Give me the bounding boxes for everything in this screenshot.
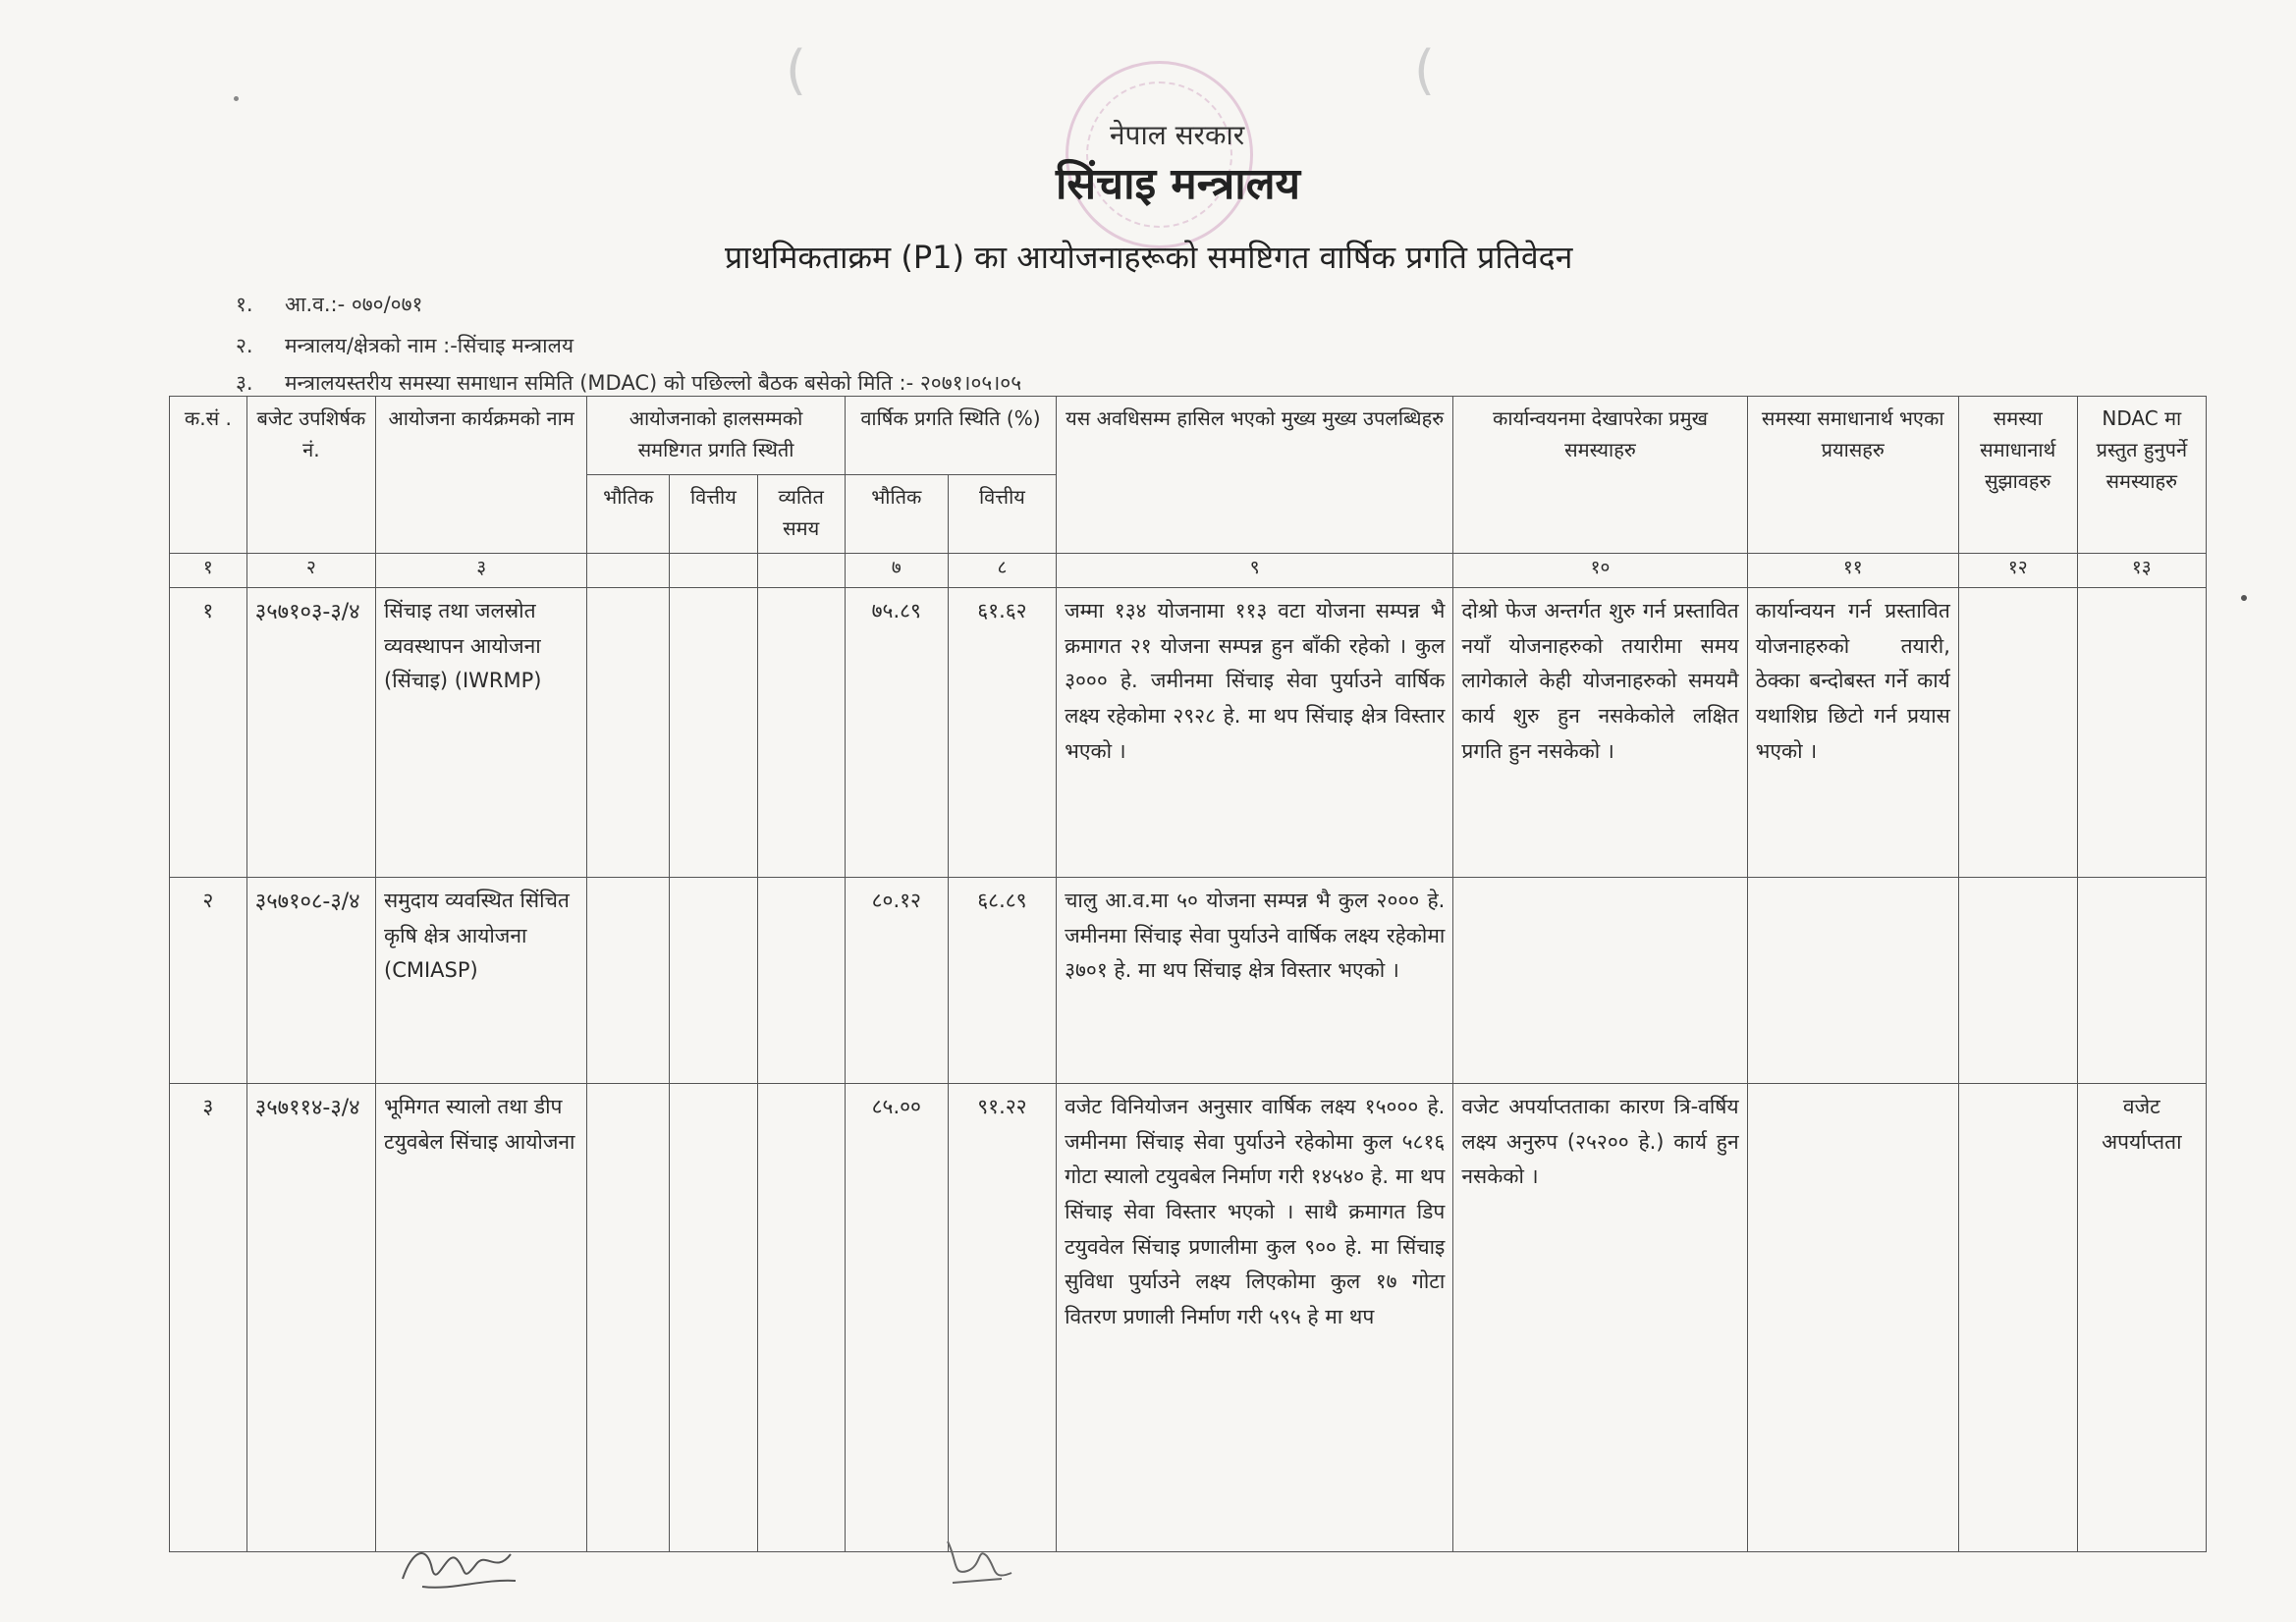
- col-number: [587, 554, 670, 588]
- col-number: [670, 554, 757, 588]
- signature-icon: [933, 1532, 1021, 1591]
- header-achievements: यस अवधिसम्म हासिल भएको मुख्य मुख्य उपलब्धिहरु: [1057, 397, 1453, 554]
- col-number: [757, 554, 845, 588]
- meta-text: मन्त्रालयस्तरीय समस्या समाधान समिति (MDAC) को पछिल्लो बैठक बसेको मिति :- २०७१।०५।०५: [285, 371, 1022, 395]
- row-ndac: [2077, 588, 2206, 878]
- meta-mdac-date: [236, 369, 1021, 397]
- row-achievements: जम्मा १३४ योजनामा ११३ वटा योजना सम्पन्न भै क्रमागत २१ योजना सम्पन्न हुन बाँकी रहेको । कुल ३००० हे. जमीनमा सिंचाइ सेवा पुर्याउने वार्षिक लक्ष्य रहेकोमा २९२८ हे. मा थप सिंचाइ क्षेत्र विस्तार भएको ।: [1057, 588, 1453, 878]
- row-time: [757, 588, 845, 878]
- row-budget: ३५७१०८-३/४: [246, 878, 375, 1084]
- column-number-row: [170, 554, 2207, 588]
- scan-speck: [234, 96, 239, 101]
- row-time: [757, 878, 845, 1084]
- report-title: प्राथमिकताक्रम (P1) का आयोजनाहरूको समष्टिगत वार्षिक प्रगति प्रतिवेदन: [725, 239, 1573, 276]
- row-budget: ३५७११४-३/४: [246, 1084, 375, 1552]
- table-header-row: [170, 397, 2207, 475]
- row-ndac: वजेट अपर्याप्तता: [2077, 1084, 2206, 1552]
- row-financial: [670, 878, 757, 1084]
- row-suggestions: [1958, 1084, 2077, 1552]
- meta-number: २.: [236, 334, 253, 357]
- row-budget: ३५७१०३-३/४: [246, 588, 375, 878]
- row-annual-financial: ६१.६२: [948, 588, 1056, 878]
- row-efforts: कार्यान्वयन गर्न प्रस्तावित योजनाहरुको तयारी, ठेक्का बन्दोबस्त गर्ने कार्य यथाशिघ्र छिटो गर्न प्रयास भएको ।: [1747, 588, 1958, 878]
- header-financial: वित्तीय: [670, 475, 757, 554]
- signature-icon: [393, 1530, 530, 1598]
- row-annual-physical: ८५.००: [845, 1084, 948, 1552]
- col-number: १: [170, 554, 247, 588]
- header-annual-financial: वित्तीय: [948, 475, 1056, 554]
- scan-mark: (: [1414, 39, 1436, 101]
- header-ndac: NDAC मा प्रस्तुत हुनुपर्ने समस्याहरु: [2077, 397, 2206, 554]
- table-row: [170, 1084, 2207, 1552]
- row-sn: ३: [170, 1084, 247, 1552]
- header-sn: क.सं .: [170, 397, 247, 554]
- scan-mark: (: [786, 39, 807, 101]
- header-annual-physical: भौतिक: [845, 475, 948, 554]
- col-number: ७: [845, 554, 948, 588]
- col-number: २: [246, 554, 375, 588]
- row-financial: [670, 1084, 757, 1552]
- row-physical: [587, 878, 670, 1084]
- row-problems: [1453, 878, 1747, 1084]
- row-financial: [670, 588, 757, 878]
- ministry-name: सिंचाइ मन्त्रालय: [1056, 159, 1301, 209]
- row-annual-financial: ६८.८९: [948, 878, 1056, 1084]
- meta-number: ३.: [236, 371, 253, 395]
- row-achievements: चालु आ.व.मा ५० योजना सम्पन्न भै कुल २००० हे. जमीनमा सिंचाइ सेवा पुर्याउने वार्षिक लक्ष्य रहेकोमा ३७०१ हे. मा थप सिंचाइ क्षेत्र विस्तार भएको ।: [1057, 878, 1453, 1084]
- header-budget: बजेट उपशिर्षक नं.: [246, 397, 375, 554]
- row-efforts: [1747, 1084, 1958, 1552]
- meta-ministry: [236, 332, 574, 359]
- row-problems: दोश्रो फेज अन्तर्गत शुरु गर्न प्रस्तावित नयाँ योजनाहरुको तयारीमा समय लागेकाले केही योजनाहरुको समयमै कार्य शुरु हुन नसकेकोले लक्षित प्रगति हुन नसकेको ।: [1453, 588, 1747, 878]
- meta-fiscal-year: [236, 291, 422, 318]
- scan-speck: [2241, 595, 2247, 601]
- meta-text: मन्त्रालय/क्षेत्रको नाम :-सिंचाइ मन्त्रालय: [285, 334, 574, 357]
- col-number: ११: [1747, 554, 1958, 588]
- col-number: १२: [1958, 554, 2077, 588]
- header-problems: कार्यान्वयनमा देखापरेका प्रमुख समस्याहरु: [1453, 397, 1747, 554]
- row-ndac: [2077, 878, 2206, 1084]
- row-achievements: वजेट विनियोजन अनुसार वार्षिक लक्ष्य १५००० हे. जमीनमा सिंचाइ सेवा पुर्याउने रहेकोमा कुल ५८१६ गोटा स्यालो टयुवबेल निर्माण गरी १४५४० हे. मा थप सिंचाइ सेवा विस्तार भएको । साथै क्रमागत डिप टयुववेल सिंचाइ प्रणालीमा कुल ९०० हे. मा सिंचाइ सुविधा पुर्याउने लक्ष्य लिएकोमा कुल १७ गोटा वितरण प्रणाली निर्माण गरी ५९५ हे मा थप: [1057, 1084, 1453, 1552]
- col-number: ८: [948, 554, 1056, 588]
- header-efforts: समस्या समाधानार्थ भएका प्रयासहरु: [1747, 397, 1958, 554]
- row-annual-physical: ७५.८९: [845, 588, 948, 878]
- meta-text: आ.व.:- ०७०/०७१: [285, 293, 423, 316]
- header-time-elapsed: व्यतित समय: [757, 475, 845, 554]
- header-suggestions: समस्या समाधानार्थ सुझावहरु: [1958, 397, 2077, 554]
- header-physical: भौतिक: [587, 475, 670, 554]
- row-suggestions: [1958, 588, 2077, 878]
- meta-number: १.: [236, 293, 253, 316]
- table-row: [170, 878, 2207, 1084]
- row-problems: वजेट अपर्याप्तताका कारण त्रि-वर्षिय लक्ष्य अनुरुप (२५२०० हे.) कार्य हुन नसकेको ।: [1453, 1084, 1747, 1552]
- row-sn: २: [170, 878, 247, 1084]
- row-annual-financial: ९१.२२: [948, 1084, 1056, 1552]
- row-physical: [587, 1084, 670, 1552]
- progress-table: [169, 396, 2207, 1552]
- header-project: आयोजना कार्यक्रमको नाम: [376, 397, 587, 554]
- header-annual: वार्षिक प्रगति स्थिति (%): [845, 397, 1056, 475]
- row-project: भूमिगत स्यालो तथा डीप टयुवबेल सिंचाइ आयोजना: [376, 1084, 587, 1552]
- row-suggestions: [1958, 878, 2077, 1084]
- col-number: १३: [2077, 554, 2206, 588]
- row-project: सिंचाइ तथा जलस्रोत व्यवस्थापन आयोजना (सिंचाइ) (IWRMP): [376, 588, 587, 878]
- row-efforts: [1747, 878, 1958, 1084]
- table-row: [170, 588, 2207, 878]
- col-number: १०: [1453, 554, 1747, 588]
- row-project: समुदाय व्यवस्थित सिंचित कृषि क्षेत्र आयोजना (CMIASP): [376, 878, 587, 1084]
- govt-name: नेपाल सरकार: [1110, 119, 1245, 151]
- row-sn: १: [170, 588, 247, 878]
- row-time: [757, 1084, 845, 1552]
- header-cumulative: आयोजनाको हालसम्मको समष्टिगत प्रगति स्थिती: [587, 397, 846, 475]
- row-annual-physical: ८०.१२: [845, 878, 948, 1084]
- col-number: ९: [1057, 554, 1453, 588]
- col-number: ३: [376, 554, 587, 588]
- row-physical: [587, 588, 670, 878]
